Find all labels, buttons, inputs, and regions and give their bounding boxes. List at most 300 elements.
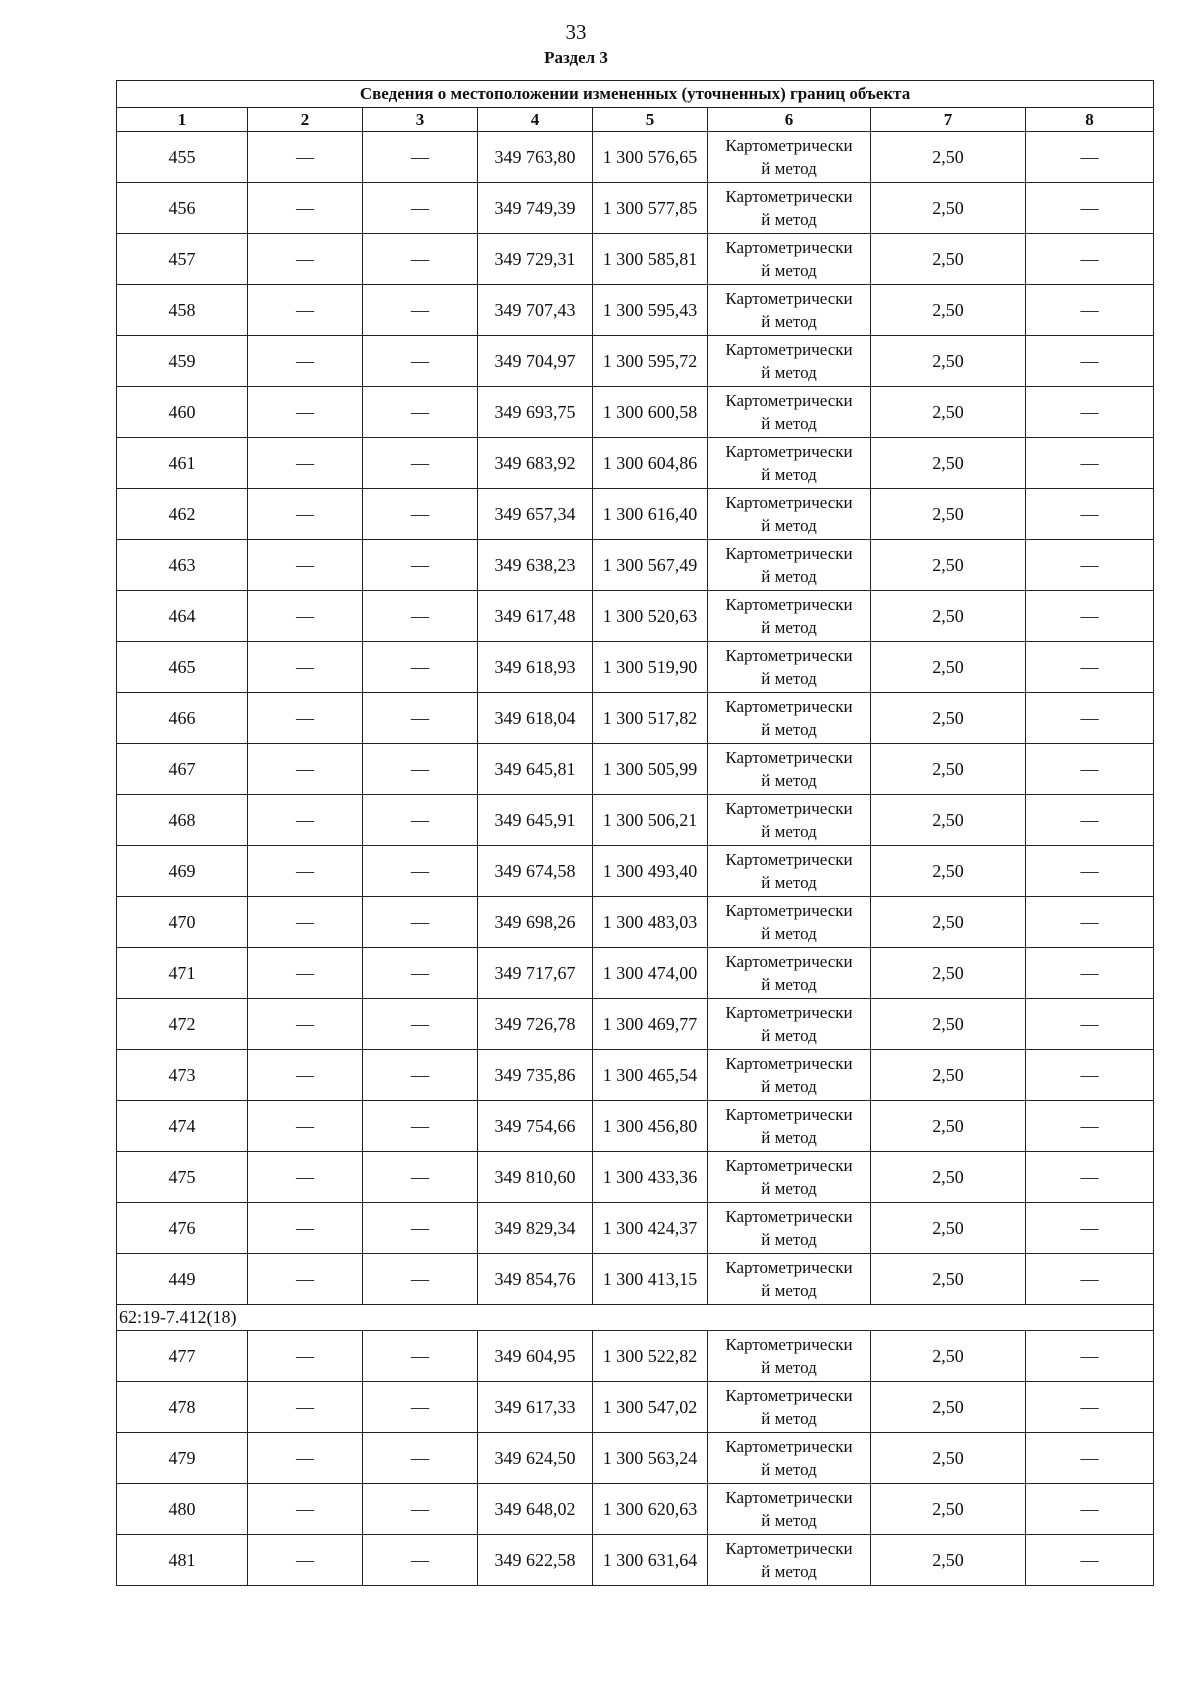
- accuracy-cell: 2,50: [871, 795, 1026, 846]
- point-number-cell: 458: [117, 285, 248, 336]
- column-3-dash-cell: —: [363, 1331, 478, 1382]
- method-cell: [708, 1254, 871, 1305]
- point-number-cell: 463: [117, 540, 248, 591]
- column-header-4: 4: [478, 108, 593, 132]
- method-line-2: й метод: [761, 924, 817, 943]
- column-2-dash-cell: —: [248, 1382, 363, 1433]
- column-8-dash-cell: —: [1026, 132, 1154, 183]
- x-coordinate-cell: 349 717,67: [478, 948, 593, 999]
- column-2-dash-cell: —: [248, 795, 363, 846]
- x-coordinate-cell: 349 638,23: [478, 540, 593, 591]
- method-line-2: й метод: [761, 720, 817, 739]
- table-row: [117, 1535, 1154, 1586]
- method-line-1: Картометрически: [725, 748, 853, 767]
- point-number-cell: 471: [117, 948, 248, 999]
- accuracy-cell: 2,50: [871, 1254, 1026, 1305]
- column-8-dash-cell: —: [1026, 1331, 1154, 1382]
- point-number-cell: 459: [117, 336, 248, 387]
- point-number-cell: 462: [117, 489, 248, 540]
- method-line-1: Картометрически: [725, 289, 853, 308]
- y-coordinate-cell: 1 300 519,90: [593, 642, 708, 693]
- method-cell: [708, 1101, 871, 1152]
- method-line-2: й метод: [761, 771, 817, 790]
- point-number-cell: 472: [117, 999, 248, 1050]
- method-line-1: Картометрически: [725, 1003, 853, 1022]
- column-2-dash-cell: —: [248, 234, 363, 285]
- point-number-cell: 478: [117, 1382, 248, 1433]
- method-line-2: й метод: [761, 465, 817, 484]
- column-2-dash-cell: —: [248, 336, 363, 387]
- x-coordinate-cell: 349 693,75: [478, 387, 593, 438]
- x-coordinate-cell: 349 810,60: [478, 1152, 593, 1203]
- table-row: [117, 285, 1154, 336]
- accuracy-cell: 2,50: [871, 999, 1026, 1050]
- accuracy-cell: 2,50: [871, 693, 1026, 744]
- method-line-2: й метод: [761, 414, 817, 433]
- point-number-cell: 449: [117, 1254, 248, 1305]
- method-cell: [708, 1484, 871, 1535]
- x-coordinate-cell: 349 726,78: [478, 999, 593, 1050]
- x-coordinate-cell: 349 698,26: [478, 897, 593, 948]
- column-3-dash-cell: —: [363, 693, 478, 744]
- method-line-2: й метод: [761, 873, 817, 892]
- point-number-cell: 465: [117, 642, 248, 693]
- x-coordinate-cell: 349 704,97: [478, 336, 593, 387]
- column-3-dash-cell: —: [363, 1433, 478, 1484]
- method-line-1: Картометрически: [725, 1105, 853, 1124]
- column-3-dash-cell: —: [363, 999, 478, 1050]
- accuracy-cell: 2,50: [871, 336, 1026, 387]
- table-row: [117, 438, 1154, 489]
- method-line-1: Картометрически: [725, 901, 853, 920]
- method-line-2: й метод: [761, 210, 817, 229]
- accuracy-cell: 2,50: [871, 744, 1026, 795]
- y-coordinate-cell: 1 300 563,24: [593, 1433, 708, 1484]
- point-number-cell: 480: [117, 1484, 248, 1535]
- column-2-dash-cell: —: [248, 1331, 363, 1382]
- column-2-dash-cell: —: [248, 1050, 363, 1101]
- column-2-dash-cell: —: [248, 1101, 363, 1152]
- method-line-1: Картометрически: [725, 1539, 853, 1558]
- method-line-1: Картометрически: [725, 646, 853, 665]
- column-3-dash-cell: —: [363, 387, 478, 438]
- column-3-dash-cell: —: [363, 540, 478, 591]
- method-cell: [708, 1433, 871, 1484]
- method-cell: [708, 132, 871, 183]
- accuracy-cell: 2,50: [871, 1203, 1026, 1254]
- table-caption: Сведения о местоположении измененных (уточненных) границ объекта: [117, 81, 1154, 108]
- column-8-dash-cell: —: [1026, 1535, 1154, 1586]
- x-coordinate-cell: 349 749,39: [478, 183, 593, 234]
- x-coordinate-cell: 349 604,95: [478, 1331, 593, 1382]
- column-8-dash-cell: —: [1026, 1203, 1154, 1254]
- table-row: [117, 1254, 1154, 1305]
- column-3-dash-cell: —: [363, 132, 478, 183]
- method-cell: [708, 948, 871, 999]
- method-cell: [708, 387, 871, 438]
- y-coordinate-cell: 1 300 595,43: [593, 285, 708, 336]
- accuracy-cell: 2,50: [871, 1050, 1026, 1101]
- y-coordinate-cell: 1 300 620,63: [593, 1484, 708, 1535]
- table-row: [117, 387, 1154, 438]
- column-2-dash-cell: —: [248, 591, 363, 642]
- y-coordinate-cell: 1 300 522,82: [593, 1331, 708, 1382]
- column-2-dash-cell: —: [248, 1433, 363, 1484]
- column-2-dash-cell: —: [248, 948, 363, 999]
- y-coordinate-cell: 1 300 616,40: [593, 489, 708, 540]
- table-row: [117, 1433, 1154, 1484]
- column-8-dash-cell: —: [1026, 795, 1154, 846]
- column-8-dash-cell: —: [1026, 642, 1154, 693]
- point-number-cell: 455: [117, 132, 248, 183]
- method-line-2: й метод: [761, 1179, 817, 1198]
- y-coordinate-cell: 1 300 424,37: [593, 1203, 708, 1254]
- accuracy-cell: 2,50: [871, 540, 1026, 591]
- column-2-dash-cell: —: [248, 744, 363, 795]
- y-coordinate-cell: 1 300 413,15: [593, 1254, 708, 1305]
- accuracy-cell: 2,50: [871, 1382, 1026, 1433]
- y-coordinate-cell: 1 300 576,65: [593, 132, 708, 183]
- column-8-dash-cell: —: [1026, 897, 1154, 948]
- column-3-dash-cell: —: [363, 1203, 478, 1254]
- method-line-1: Картометрически: [725, 1437, 853, 1456]
- y-coordinate-cell: 1 300 517,82: [593, 693, 708, 744]
- method-cell: [708, 183, 871, 234]
- table-row: [117, 183, 1154, 234]
- column-8-dash-cell: —: [1026, 183, 1154, 234]
- column-8-dash-cell: —: [1026, 999, 1154, 1050]
- method-cell: [708, 1535, 871, 1586]
- method-line-2: й метод: [761, 618, 817, 637]
- point-number-cell: 460: [117, 387, 248, 438]
- method-cell: [708, 1382, 871, 1433]
- table-row: [117, 999, 1154, 1050]
- method-line-1: Картометрически: [725, 1488, 853, 1507]
- column-3-dash-cell: —: [363, 1050, 478, 1101]
- column-3-dash-cell: —: [363, 642, 478, 693]
- x-coordinate-cell: 349 657,34: [478, 489, 593, 540]
- column-2-dash-cell: —: [248, 1203, 363, 1254]
- column-2-dash-cell: —: [248, 132, 363, 183]
- method-cell: [708, 693, 871, 744]
- method-cell: [708, 642, 871, 693]
- column-3-dash-cell: —: [363, 1484, 478, 1535]
- column-3-dash-cell: —: [363, 1535, 478, 1586]
- table-row: [117, 846, 1154, 897]
- column-2-dash-cell: —: [248, 285, 363, 336]
- method-line-1: Картометрически: [725, 391, 853, 410]
- method-cell: [708, 1203, 871, 1254]
- column-2-dash-cell: —: [248, 642, 363, 693]
- y-coordinate-cell: 1 300 520,63: [593, 591, 708, 642]
- accuracy-cell: 2,50: [871, 387, 1026, 438]
- table-row: [117, 489, 1154, 540]
- y-coordinate-cell: 1 300 433,36: [593, 1152, 708, 1203]
- accuracy-cell: 2,50: [871, 642, 1026, 693]
- table-row: [117, 1050, 1154, 1101]
- table-row: [117, 795, 1154, 846]
- column-header-6: 6: [708, 108, 871, 132]
- column-2-dash-cell: —: [248, 1535, 363, 1586]
- y-coordinate-cell: 1 300 567,49: [593, 540, 708, 591]
- column-header-3: 3: [363, 108, 478, 132]
- y-coordinate-cell: 1 300 604,86: [593, 438, 708, 489]
- x-coordinate-cell: 349 624,50: [478, 1433, 593, 1484]
- point-number-cell: 466: [117, 693, 248, 744]
- column-2-dash-cell: —: [248, 999, 363, 1050]
- column-3-dash-cell: —: [363, 897, 478, 948]
- column-2-dash-cell: —: [248, 1152, 363, 1203]
- method-line-2: й метод: [761, 1077, 817, 1096]
- point-number-cell: 474: [117, 1101, 248, 1152]
- y-coordinate-cell: 1 300 506,21: [593, 795, 708, 846]
- method-line-2: й метод: [761, 516, 817, 535]
- table-row: [117, 1152, 1154, 1203]
- point-number-cell: 475: [117, 1152, 248, 1203]
- method-line-1: Картометрически: [725, 799, 853, 818]
- method-line-1: Картометрически: [725, 238, 853, 257]
- method-line-2: й метод: [761, 159, 817, 178]
- column-2-dash-cell: —: [248, 693, 363, 744]
- page-number: 33: [565, 20, 587, 44]
- column-3-dash-cell: —: [363, 1152, 478, 1203]
- table-row: [117, 540, 1154, 591]
- method-line-2: й метод: [761, 567, 817, 586]
- column-3-dash-cell: —: [363, 234, 478, 285]
- method-line-1: Картометрически: [725, 697, 853, 716]
- method-line-2: й метод: [761, 1409, 817, 1428]
- method-line-1: Картометрически: [725, 340, 853, 359]
- x-coordinate-cell: 349 707,43: [478, 285, 593, 336]
- table-row: [117, 642, 1154, 693]
- method-cell: [708, 1152, 871, 1203]
- point-number-cell: 467: [117, 744, 248, 795]
- method-cell: [708, 438, 871, 489]
- y-coordinate-cell: 1 300 469,77: [593, 999, 708, 1050]
- point-number-cell: 464: [117, 591, 248, 642]
- accuracy-cell: 2,50: [871, 489, 1026, 540]
- x-coordinate-cell: 349 854,76: [478, 1254, 593, 1305]
- column-3-dash-cell: —: [363, 1101, 478, 1152]
- accuracy-cell: 2,50: [871, 948, 1026, 999]
- accuracy-cell: 2,50: [871, 285, 1026, 336]
- method-cell: [708, 591, 871, 642]
- table-row: [117, 897, 1154, 948]
- column-8-dash-cell: —: [1026, 948, 1154, 999]
- y-coordinate-cell: 1 300 600,58: [593, 387, 708, 438]
- method-cell: [708, 999, 871, 1050]
- x-coordinate-cell: 349 763,80: [478, 132, 593, 183]
- method-line-2: й метод: [761, 363, 817, 382]
- method-line-2: й метод: [761, 1358, 817, 1377]
- accuracy-cell: 2,50: [871, 1152, 1026, 1203]
- column-header-1: 1: [117, 108, 248, 132]
- column-3-dash-cell: —: [363, 948, 478, 999]
- column-8-dash-cell: —: [1026, 1050, 1154, 1101]
- point-number-cell: 476: [117, 1203, 248, 1254]
- section-title: Раздел 3: [544, 48, 608, 67]
- column-8-dash-cell: —: [1026, 1101, 1154, 1152]
- accuracy-cell: 2,50: [871, 591, 1026, 642]
- x-coordinate-cell: 349 617,33: [478, 1382, 593, 1433]
- column-header-8: 8: [1026, 108, 1154, 132]
- accuracy-cell: 2,50: [871, 1101, 1026, 1152]
- column-2-dash-cell: —: [248, 438, 363, 489]
- y-coordinate-cell: 1 300 505,99: [593, 744, 708, 795]
- x-coordinate-cell: 349 735,86: [478, 1050, 593, 1101]
- table-row: [117, 132, 1154, 183]
- method-line-1: Картометрически: [725, 544, 853, 563]
- y-coordinate-cell: 1 300 585,81: [593, 234, 708, 285]
- method-cell: [708, 234, 871, 285]
- column-2-dash-cell: —: [248, 183, 363, 234]
- method-line-2: й метод: [761, 975, 817, 994]
- method-line-2: й метод: [761, 822, 817, 841]
- column-header-2: 2: [248, 108, 363, 132]
- column-8-dash-cell: —: [1026, 336, 1154, 387]
- method-line-2: й метод: [761, 1511, 817, 1530]
- column-3-dash-cell: —: [363, 591, 478, 642]
- method-line-1: Картометрически: [725, 1156, 853, 1175]
- accuracy-cell: 2,50: [871, 1433, 1026, 1484]
- method-line-2: й метод: [761, 312, 817, 331]
- column-2-dash-cell: —: [248, 1484, 363, 1535]
- point-number-cell: 468: [117, 795, 248, 846]
- table-row: [117, 1484, 1154, 1535]
- column-3-dash-cell: —: [363, 489, 478, 540]
- point-number-cell: 457: [117, 234, 248, 285]
- column-8-dash-cell: —: [1026, 438, 1154, 489]
- column-3-dash-cell: —: [363, 336, 478, 387]
- table-row: [117, 1203, 1154, 1254]
- method-line-2: й метод: [761, 1562, 817, 1581]
- x-coordinate-cell: 349 618,04: [478, 693, 593, 744]
- column-3-dash-cell: —: [363, 1254, 478, 1305]
- method-cell: [708, 336, 871, 387]
- column-8-dash-cell: —: [1026, 387, 1154, 438]
- point-number-cell: 479: [117, 1433, 248, 1484]
- column-8-dash-cell: —: [1026, 846, 1154, 897]
- column-3-dash-cell: —: [363, 846, 478, 897]
- method-cell: [708, 1050, 871, 1101]
- table-row: [117, 693, 1154, 744]
- y-coordinate-cell: 1 300 465,54: [593, 1050, 708, 1101]
- x-coordinate-cell: 349 683,92: [478, 438, 593, 489]
- group-row: [117, 1305, 1154, 1331]
- y-coordinate-cell: 1 300 474,00: [593, 948, 708, 999]
- x-coordinate-cell: 349 645,81: [478, 744, 593, 795]
- method-line-1: Картометрически: [725, 136, 853, 155]
- cadastral-number-label: 62:19-7.412(18): [117, 1305, 1154, 1331]
- x-coordinate-cell: 349 618,93: [478, 642, 593, 693]
- y-coordinate-cell: 1 300 456,80: [593, 1101, 708, 1152]
- method-line-2: й метод: [761, 1281, 817, 1300]
- accuracy-cell: 2,50: [871, 1535, 1026, 1586]
- column-8-dash-cell: —: [1026, 1152, 1154, 1203]
- x-coordinate-cell: 349 754,66: [478, 1101, 593, 1152]
- method-line-1: Картометрически: [725, 595, 853, 614]
- accuracy-cell: 2,50: [871, 132, 1026, 183]
- table-row: [117, 591, 1154, 642]
- method-line-2: й метод: [761, 1230, 817, 1249]
- column-2-dash-cell: —: [248, 897, 363, 948]
- method-line-1: Картометрически: [725, 442, 853, 461]
- method-cell: [708, 846, 871, 897]
- method-line-2: й метод: [761, 1128, 817, 1147]
- accuracy-cell: 2,50: [871, 234, 1026, 285]
- column-2-dash-cell: —: [248, 489, 363, 540]
- method-line-2: й метод: [761, 1026, 817, 1045]
- x-coordinate-cell: 349 674,58: [478, 846, 593, 897]
- method-cell: [708, 744, 871, 795]
- point-number-cell: 481: [117, 1535, 248, 1586]
- method-line-1: Картометрически: [725, 493, 853, 512]
- y-coordinate-cell: 1 300 547,02: [593, 1382, 708, 1433]
- accuracy-cell: 2,50: [871, 1331, 1026, 1382]
- method-line-2: й метод: [761, 1460, 817, 1479]
- column-8-dash-cell: —: [1026, 234, 1154, 285]
- accuracy-cell: 2,50: [871, 438, 1026, 489]
- boundary-coordinates-table: [116, 80, 1154, 1586]
- column-8-dash-cell: —: [1026, 591, 1154, 642]
- x-coordinate-cell: 349 617,48: [478, 591, 593, 642]
- point-number-cell: 469: [117, 846, 248, 897]
- method-line-1: Картометрически: [725, 187, 853, 206]
- method-cell: [708, 795, 871, 846]
- method-cell: [708, 540, 871, 591]
- method-cell: [708, 489, 871, 540]
- point-number-cell: 473: [117, 1050, 248, 1101]
- y-coordinate-cell: 1 300 577,85: [593, 183, 708, 234]
- table-row: [117, 1382, 1154, 1433]
- column-8-dash-cell: —: [1026, 285, 1154, 336]
- method-line-1: Картометрически: [725, 1386, 853, 1405]
- column-8-dash-cell: —: [1026, 540, 1154, 591]
- column-header-7: 7: [871, 108, 1026, 132]
- method-line-1: Картометрически: [725, 1207, 853, 1226]
- column-3-dash-cell: —: [363, 285, 478, 336]
- point-number-cell: 477: [117, 1331, 248, 1382]
- column-8-dash-cell: —: [1026, 1484, 1154, 1535]
- column-2-dash-cell: —: [248, 846, 363, 897]
- table-row: [117, 336, 1154, 387]
- method-line-1: Картометрически: [725, 1054, 853, 1073]
- point-number-cell: 456: [117, 183, 248, 234]
- column-2-dash-cell: —: [248, 540, 363, 591]
- column-3-dash-cell: —: [363, 795, 478, 846]
- method-line-1: Картометрически: [725, 952, 853, 971]
- column-8-dash-cell: —: [1026, 489, 1154, 540]
- method-line-2: й метод: [761, 669, 817, 688]
- y-coordinate-cell: 1 300 493,40: [593, 846, 708, 897]
- x-coordinate-cell: 349 729,31: [478, 234, 593, 285]
- x-coordinate-cell: 349 645,91: [478, 795, 593, 846]
- method-line-1: Картометрически: [725, 1258, 853, 1277]
- table-row: [117, 234, 1154, 285]
- point-number-cell: 470: [117, 897, 248, 948]
- y-coordinate-cell: 1 300 631,64: [593, 1535, 708, 1586]
- column-8-dash-cell: —: [1026, 1433, 1154, 1484]
- y-coordinate-cell: 1 300 483,03: [593, 897, 708, 948]
- column-3-dash-cell: —: [363, 183, 478, 234]
- column-8-dash-cell: —: [1026, 1254, 1154, 1305]
- column-3-dash-cell: —: [363, 744, 478, 795]
- x-coordinate-cell: 349 622,58: [478, 1535, 593, 1586]
- method-cell: [708, 897, 871, 948]
- column-8-dash-cell: —: [1026, 744, 1154, 795]
- x-coordinate-cell: 349 829,34: [478, 1203, 593, 1254]
- y-coordinate-cell: 1 300 595,72: [593, 336, 708, 387]
